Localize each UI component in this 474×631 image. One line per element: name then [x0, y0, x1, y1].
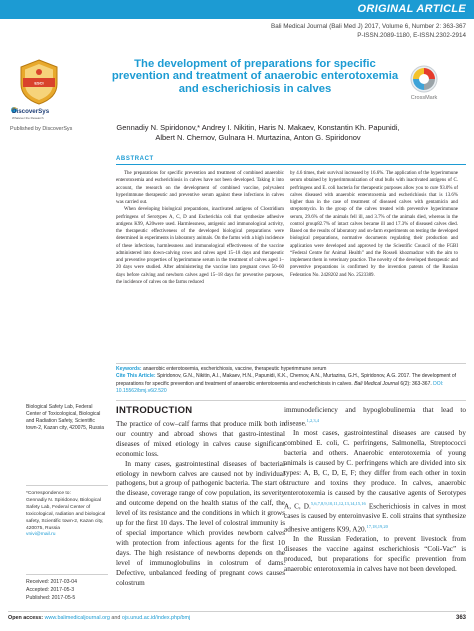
published-by: Published by DiscoverSys	[10, 126, 73, 132]
crossmark-label: CrossMark	[410, 95, 438, 101]
esci-badge-logo	[18, 58, 60, 106]
footer-and: and	[111, 615, 121, 621]
abstract-right-column	[290, 170, 458, 279]
cite-tail: 6(2): 363-367.	[400, 380, 432, 387]
keywords-divider-bottom	[116, 400, 466, 401]
body-text: immunodeficiency and hypoglobulinemia that lead to disease.	[284, 406, 466, 428]
body-paragraph: In many cases, gastrointestinal diseases of bacterial etiology in newborn calves are caused not by individual pathogens, but a group of pathogenic bacteria. The start of the disease, coverage range of cow population, its severity and outcome depend on the health status of the calf, the level of its resistance and the conditions in which it grows up for the first 10 days. The level of colostral immunity is of special importance which provides newborn calves with protection from infectious agents for the first 10 days. The high resistance of newborns depends on the level of immunoglobulins in colostrum of dams. Defective, unbalanced feeding of pregnant cows causes colostrum	[116, 459, 285, 587]
abstract-heading: ABSTRACT	[116, 156, 154, 162]
introduction-column-2	[284, 406, 466, 575]
authors-line-1: Gennadiy N. Spiridonov,* Andrey I. Nikitin, Haris N. Makaev, Konstantin Kh. Papunidi,	[116, 123, 400, 132]
crossmark-icon	[404, 64, 444, 96]
affiliation: Biological Safety Lab, Federal Center of Toxicological, Biological and Radiation Safety, Scientific town-2, Kazan city, 420075, Russia	[26, 404, 105, 431]
svg-text:ESCI: ESCI	[34, 80, 44, 86]
dates-divider	[26, 574, 108, 575]
citation-ref[interactable]: 5,6,7,8,9,10,11,12,13,14,15,16	[310, 500, 366, 506]
keywords-divider-top	[116, 363, 466, 364]
abstract-paragraph: The preparations for specific prevention and treatment of combined anaerobic enterotoxemia and escherichiosis in calves have not been developed. Taking it into account, the research on the development of combined vaccine, polyvalent hyperimmune therapeutic and preventive serum against these infections in calves was carried out.	[116, 171, 284, 205]
correspondence-address: Gennadiy N. Spiridonov, Biological Safety Lab, Federal Center of toxicological, radiation and biological safety, Scientific town-2, Kazan city, 420075, Russia	[26, 497, 106, 531]
keywords-block	[116, 366, 466, 396]
open-access-label: Open access:	[8, 615, 44, 621]
introduction-column-1	[116, 420, 285, 588]
article-type-label: ORIGINAL ARTICLE	[357, 3, 466, 15]
ojs-link[interactable]: ojs.unud.ac.id/index.php/bmj	[121, 615, 191, 621]
received-date: Received: 2017-03-04	[26, 579, 78, 585]
author-list	[108, 123, 408, 143]
page-number: 363	[455, 615, 466, 621]
keywords-label: Keywords:	[116, 366, 142, 372]
accepted-date: Accepted: 2017-05-3	[26, 587, 75, 594]
cite-text: Spiridonov, G.N., Nikitin, A.I., Makaev, H.N., Papunidi, K.K., Chernov, A.N., Murtazina, G.H., Spiridonov, A.G. 2017. The development of preparations for specific prevention and treatment of anaerobic enterotoxemia and escherichiosis in calves.	[116, 373, 457, 387]
keywords-line	[116, 366, 466, 373]
journal-citation-line: Bali Medical Journal (Bali Med J) 2017, Volume 6, Number 2: 363-367	[271, 23, 466, 30]
discoversys-name: DiscoverSys	[12, 108, 50, 115]
body-text: In most cases, gastrointestinal diseases are caused by combined E. coli, C. perfringens, Salmonella, Streptococci bacteria and others. Anaerobic enterotoxemia of young animals is caused by C. perfringens which are divided into six types: A, B, C, D, E, F; they differ from each other in toxin structure and toxins they produce. In calves, anaerobic enterotoxemia is caused by the causative agents of Serotypes A, C, D.	[284, 429, 466, 510]
journal-website-link[interactable]: www.balimedicaljournal.org	[44, 615, 110, 621]
citation-ref[interactable]: 1,2,3,4	[306, 417, 319, 423]
crossmark-button[interactable]	[404, 64, 444, 104]
correspondence-email[interactable]: vnivi@mail.ru	[26, 532, 56, 538]
body-paragraph: The practice of cow–calf farms that produce milk both in our country and abroad shows that gastro-intestinal diseases of mixed etiology in calves cause significant economic loss.	[116, 420, 285, 458]
introduction-heading: INTRODUCTION	[116, 405, 193, 416]
authors-line-2: Albert N. Chernov, Gulnara H. Murtazina, Anton G. Spiridonov	[155, 133, 361, 142]
body-paragraph: In the Russian Federation, to prevent livestock from diseases the vaccine against escherichiosis “Coli-Vac” is produced, but preparations for specific prevention from anaerobic enterotoxemia in calves have not been developed.	[284, 535, 466, 573]
article-dates	[26, 578, 108, 603]
cite-line	[116, 373, 466, 395]
journal-info	[236, 23, 466, 40]
correspondence-block	[26, 491, 108, 539]
abstract-left-column	[116, 170, 284, 286]
footer-divider	[8, 611, 466, 612]
abstract-paragraph: by 4.6 times, their survival increased by 16.6%. The application of the hyperimmune serum obtained by hyperimmunization of stud bulls with inactivated antigens of C. perfringens and E. coli bacteria for therapeutic purposes allow you to cure 93.0% of calves diseased with anaerobic enterotoxemia and escherichiosis that is 13.6% higher than in the case of treatment of diseased calves with gentamicin and streptomycin. In the group of the calves treated with preventive hyperimmune serum, 29.6% of the animals fell ill, and 3.7% of the animals died, whereas in the control group82.7% of intact calves became ill and 17.3% of diseased calves died. Based on the results of laboratory and on-farm experiments on testing the developed biological preparations, normative documents regulating their production and application were developed and approved by the Scientific Council of the FGBI “Federal Centre for Animal Health” and the Rosseli khozmadzor with the aim to implement them in veterinary practice. The novelty of the developed therapeutic and preventive preparations is confirmed by the invention patents of the Russian Federation No. 2428202 and No. 2523389.	[290, 171, 458, 278]
keywords-text: anaerobic enterotoxemia, escherichiosis, vaccine, therapeutic hyperimmune serum	[142, 366, 327, 372]
article-title: The development of preparations for specific prevention and treatment of anaerobic enterotoxemia and escherichiosis in calves	[111, 58, 399, 95]
correspondence-divider	[26, 485, 108, 486]
body-text: Escherichiosis in calves in most cases is caused by enteroinvasive E. coli strains that synthesize adhesive antigens K99, A20.	[284, 501, 467, 534]
article-type-bar	[0, 0, 474, 19]
cite-label: Cite This Article:	[116, 373, 156, 380]
doi-link[interactable]: DOI: 10.15562/bmj.v6i2.520	[116, 380, 444, 395]
cite-journal: Bali Medical Journal	[354, 380, 399, 387]
discoversys-tagline: Whatever the Research	[12, 116, 44, 120]
citation-ref[interactable]: 17,18,19,20	[366, 523, 388, 529]
correspondence-lead: *Correspondence to:	[26, 491, 71, 496]
body-paragraph	[284, 429, 466, 535]
journal-issn-line: P-ISSN.2089-1180, E-ISSN.2302-2914	[357, 31, 466, 39]
abstract-paragraph: When developing biological preparations, inactivated antigens of Clostridium perfringens of Serotypes A, C, D and Escherichia coli that synthesize adhesive antigens K99, A20were used. Harmlessness, antigenic and immunological activity, the therapeutic effectiveness of the developed biological preparations were determined in experiments in laboratory animals. On the farms with a high incidence of these infections, harmlessness and immunological effectiveness of the vaccine administered into down-calving cows and calves aged 15–18 days and therapeutic and preventive properties of hyperimmune serum in the treatment of calves aged 1–20 days were studied. After administering the vaccine into pregnant cows 50–60 days before calving and newborn calves aged 15–18 days for preventive purposes, the incidence of calves on the farms reduced	[116, 207, 284, 285]
abstract-divider	[116, 164, 466, 165]
page-footer	[8, 615, 466, 621]
published-date: Published: 2017-05-5	[26, 595, 76, 602]
body-paragraph	[284, 406, 466, 429]
